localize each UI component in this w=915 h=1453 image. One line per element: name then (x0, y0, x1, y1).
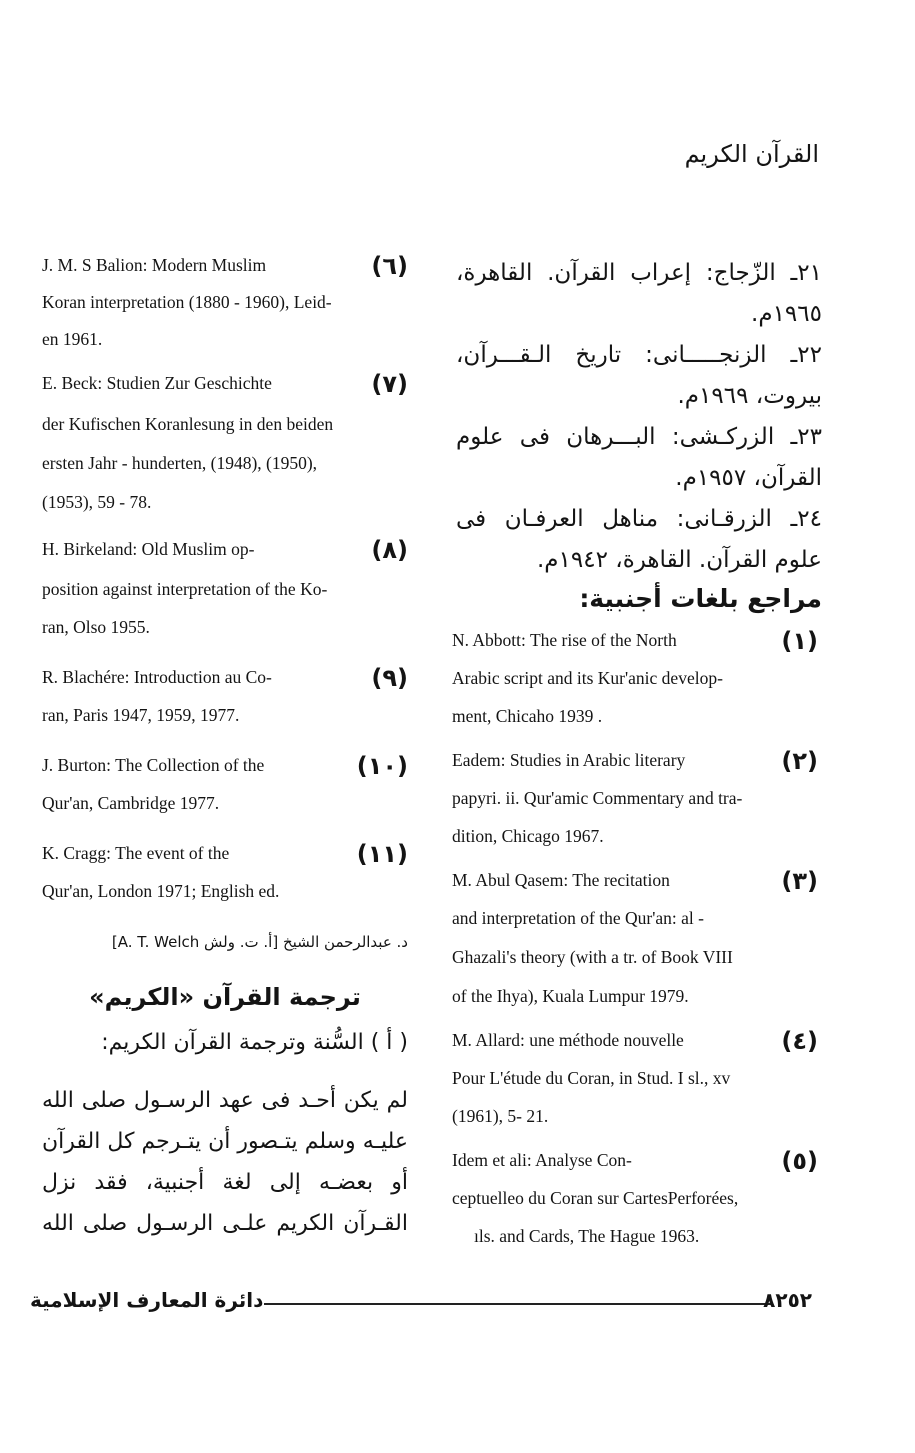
reference-line: Idem et ali: Analyse Con- (452, 1150, 632, 1170)
foreign-refs-heading: مراجع بلغات أجنبية: (579, 584, 822, 613)
translation-heading: ترجمة القرآن «الكريم» (89, 983, 361, 1011)
reference-line: (1961), 5- 21. (452, 1106, 549, 1126)
publication-title: دائرة المعارف الإسلامية (30, 1288, 264, 1312)
reference-line: ran, Paris 1947, 1959, 1977. (42, 705, 240, 725)
reference-line: Koran interpretation (1880 - 1960), Leid- (42, 292, 332, 312)
reference-line: dition, Chicago 1967. (452, 826, 604, 846)
reference-number: (١) (781, 627, 818, 655)
reference-line: K. Cragg: The event of the (42, 843, 230, 863)
reference-number: (١١) (356, 840, 408, 868)
reference-line: Qur'an, London 1971; English ed. (42, 881, 280, 901)
reference-number: (٤) (781, 1027, 818, 1055)
reference-number: (٨) (371, 536, 408, 564)
arabic-reference: ٢٢ـ الزنجـــــانى: تاريخ الـقـــرآن، بيروت، ١٩٦٩م. (456, 342, 822, 409)
reference-line: ıls. and Cards, The Hague 1963. (474, 1226, 700, 1246)
arabic-reference: ٢١ـ الزّجاج: إعراب القرآن. القاهرة، ١٩٦٥م. (456, 260, 822, 327)
reference-line: J. Burton: The Collection of the (42, 755, 265, 775)
reference-line: E. Beck: Studien Zur Geschichte (42, 373, 272, 393)
reference-line: Arabic script and its Kur'anic develop- (452, 668, 723, 688)
reference-number: (٣) (781, 867, 818, 895)
reference-line: R. Blachére: Introduction au Co- (42, 667, 272, 687)
reference-number: (٧) (371, 370, 408, 398)
reference-line: Eadem: Studies in Arabic literary (452, 750, 686, 770)
reference-line: en 1961. (42, 329, 103, 349)
reference-line: Pour L'étude du Coran, in Stud. I sl., xv (452, 1068, 731, 1088)
sub-heading: ( أ ) السُّنة وترجمة القرآن الكريم: (101, 1030, 408, 1055)
reference-line: M. Allard: une méthode nouvelle (452, 1030, 684, 1050)
reference-line: (1953), 59 - 78. (42, 492, 152, 512)
reference-line: papyri. ii. Qur'amic Commentary and tra- (452, 788, 743, 808)
author-line: د. عبدالرحمن الشيخ [أ. ت. ولش A. T. Welch] (111, 933, 408, 951)
page-footer (30, 1288, 812, 1318)
reference-number: (١٠) (356, 752, 408, 780)
reference-line: ran, Olso 1955. (42, 617, 150, 637)
arabic-reference: ٢٤ـ الزرقـانى: مناهل العرفـان فى علوم القرآن. القاهرة، ١٩٤٢م. (456, 506, 822, 573)
reference-number: (٩) (371, 664, 408, 692)
reference-line: ceptuelleo du Coran sur CartesPerforées, (452, 1188, 739, 1208)
reference-line: N. Abbott: The rise of the North (452, 630, 677, 650)
reference-line: ment, Chicaho 1939 . (452, 706, 603, 726)
reference-line: ersten Jahr - hunderten, (1948), (1950), (42, 453, 318, 473)
arabic-reference: ٢٣ـ الزركـشى: البـــرهان فى علوم القرآن، ١٩٥٧م. (456, 424, 822, 491)
running-head: القرآن الكريم (684, 140, 819, 168)
body-paragraph: لم يكن أحـد فى عهد الرسـول صلى الله عليـه وسلم يتـصور أن يتـرجم كل القرآن أو بعضـه إلى لغة أجنبية، فقد نزل القـرآن الكريم علـى الرسـول صلى الله (42, 1088, 408, 1236)
reference-line: Qur'an, Cambridge 1977. (42, 793, 220, 813)
reference-line: J. M. S Balion: Modern Muslim (42, 255, 267, 275)
reference-number: (٦) (371, 252, 408, 280)
reference-line: M. Abul Qasem: The recitation (452, 870, 670, 890)
reference-line: H. Birkeland: Old Muslim op- (42, 539, 255, 559)
reference-line: Ghazali's theory (with a tr. of Book VIII (452, 947, 733, 967)
reference-line: der Kufischen Koranlesung in den beiden (42, 414, 334, 434)
page-number: ٨٢٥٢ (763, 1288, 812, 1312)
reference-line: position against interpretation of the Ko- (42, 579, 328, 599)
reference-line: of the Ihya), Kuala Lumpur 1979. (452, 986, 689, 1006)
footer-rule (264, 1303, 772, 1305)
reference-line: and interpretation of the Qur'an: al - (452, 908, 704, 928)
reference-number: (٥) (781, 1147, 818, 1175)
reference-number: (٢) (781, 747, 818, 775)
